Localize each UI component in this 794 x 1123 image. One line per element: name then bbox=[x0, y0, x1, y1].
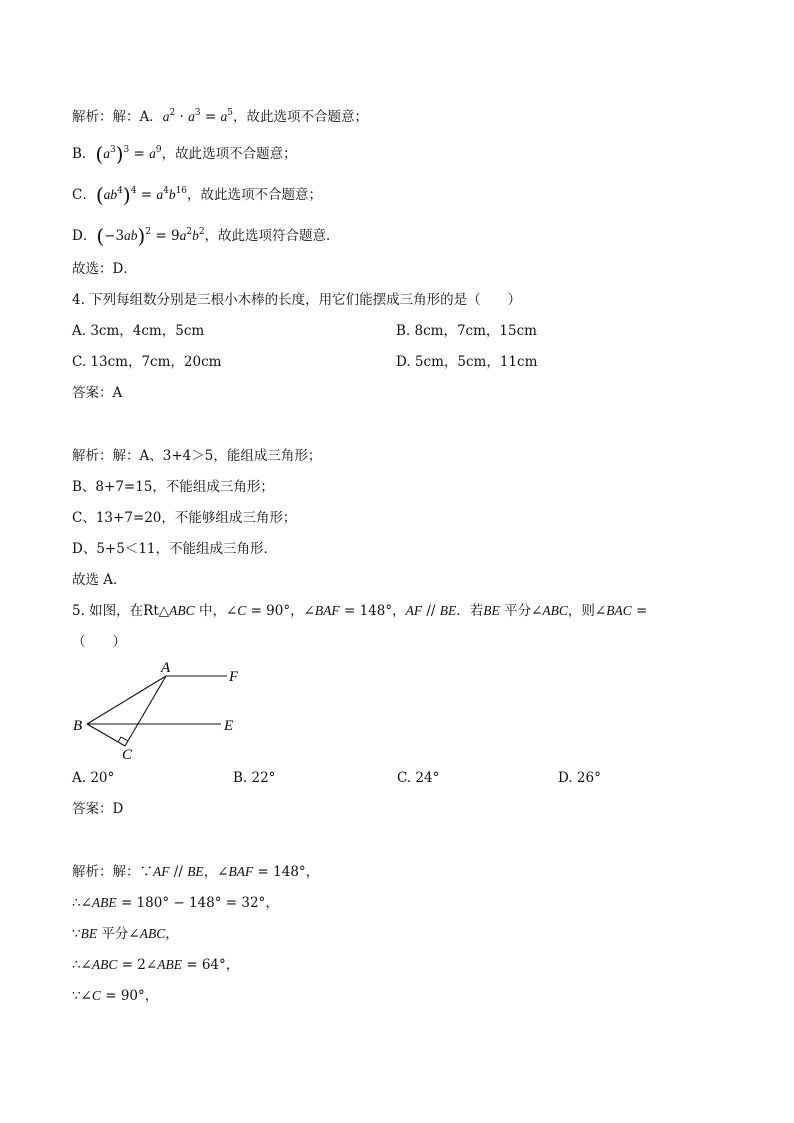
q5-option-c: C. 24° bbox=[397, 770, 440, 786]
q4-analysis-c: C、13+7=20，不能够组成三角形； bbox=[72, 510, 297, 526]
q3-analysis-b: B．$(a^3)^3 = a^9$，故此选项不合题意； bbox=[72, 142, 297, 166]
q4-option-d: D. 5cm，5cm，11cm bbox=[396, 354, 538, 370]
label-f: F bbox=[229, 669, 239, 685]
q5-option-a: A. 20° bbox=[72, 770, 115, 786]
q3-analysis-c: C．$(ab^4)^4 = a^4b^{16}$，故此选项不合题意； bbox=[72, 183, 323, 207]
q5-analysis-5: ∵∠C = 90°， bbox=[72, 988, 159, 1004]
q4-analysis-b: B、8+7=15，不能组成三角形； bbox=[72, 479, 274, 495]
segment-bc bbox=[87, 724, 125, 746]
right-angle-mark bbox=[118, 737, 128, 742]
q4-analysis-a: 解析：解：A、3+4＞5，能组成三角形； bbox=[72, 448, 322, 464]
q4-answer: 答案：A bbox=[72, 385, 123, 401]
q5-option-b: B. 22° bbox=[233, 770, 276, 786]
segment-ac bbox=[125, 676, 166, 746]
q5-option-d: D. 26° bbox=[558, 770, 601, 786]
q5-analysis-4: ∴∠ABC = 2∠ABE = 64°， bbox=[72, 957, 240, 973]
q5-question: 5. 如图，在Rt△ABC 中，∠C = 90°，∠BAF = 148°，AF // BE．若BE 平分∠ABC，则∠BAC = bbox=[72, 603, 648, 619]
q3-analysis-a: 解析：解：A．$a^2 \cdot a^3 = a^5$，故此选项不合题意； bbox=[72, 108, 368, 125]
label-a: A bbox=[161, 660, 171, 676]
q4-option-a: A. 3cm，4cm，5cm bbox=[72, 323, 205, 339]
q5-figure bbox=[60, 655, 260, 767]
q5-analysis-1: 解析：解：∵AF // BE，∠BAF = 148°， bbox=[72, 864, 320, 880]
q4-option-c: C. 13cm，7cm，20cm bbox=[72, 354, 222, 370]
segment-ba bbox=[87, 676, 166, 724]
q5-bracket: （ ） bbox=[72, 634, 126, 650]
q4-question: 4. 下列每组数分别是三根小木棒的长度，用它们能摆成三角形的是（ ） bbox=[72, 292, 522, 308]
q4-choice: 故选 A． bbox=[72, 572, 127, 588]
label-c: C bbox=[122, 747, 133, 763]
q3-analysis-d: D．$(-3ab)^2 = 9a^2b^2$，故此选项符合题意． bbox=[72, 224, 340, 248]
label-e: E bbox=[224, 718, 234, 734]
q4-analysis-d: D、5+5＜11，不能组成三角形． bbox=[72, 541, 277, 557]
label-b: B bbox=[73, 718, 83, 734]
q5-answer: 答案：D bbox=[72, 801, 124, 817]
q5-analysis-3: ∵BE 平分∠ABC， bbox=[72, 926, 179, 942]
q4-option-b: B. 8cm，7cm，15cm bbox=[396, 323, 537, 339]
q5-analysis-2: ∴∠ABE = 180° − 148° = 32°， bbox=[72, 895, 279, 911]
q3-choice: 故选：D． bbox=[72, 261, 137, 277]
